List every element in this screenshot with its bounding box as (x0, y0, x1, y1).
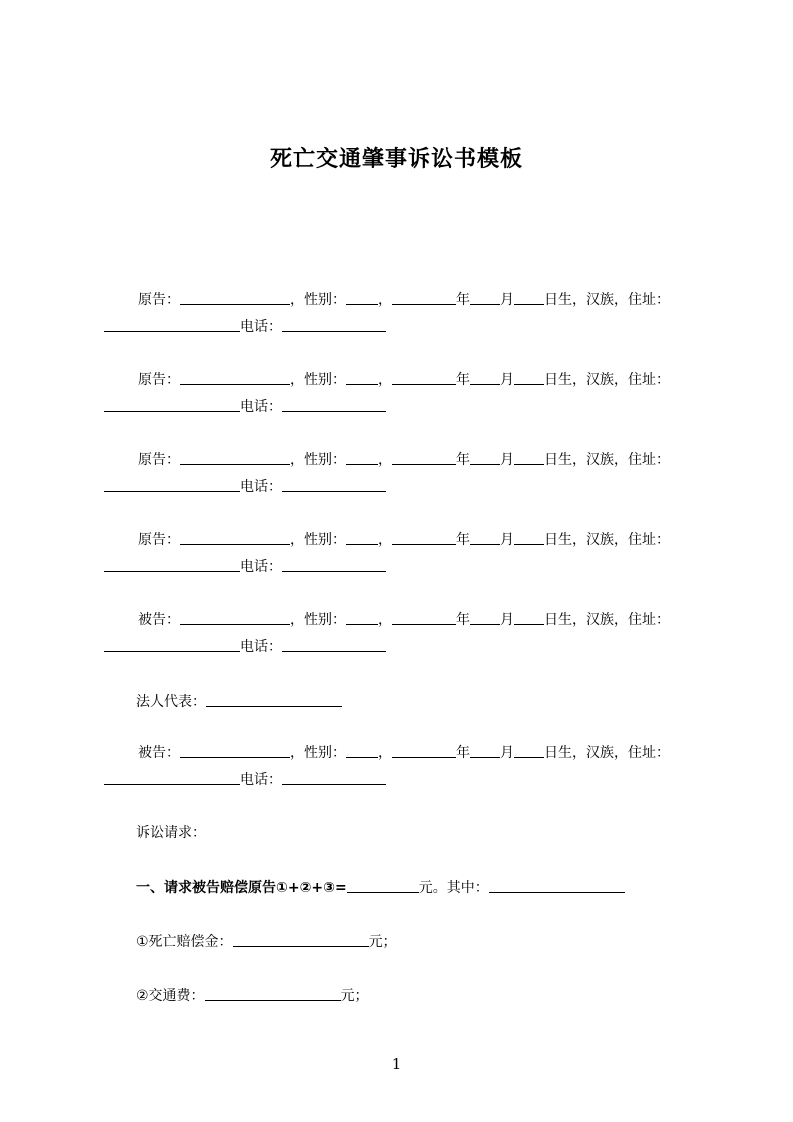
year-blank[interactable] (392, 742, 456, 758)
year-label: 年 (456, 452, 470, 468)
legal-rep-label: 法人代表： (136, 694, 206, 710)
year-label: 年 (456, 372, 470, 388)
party-line-1 (104, 527, 714, 554)
plaintiff-block-4 (104, 527, 714, 581)
transport-fee-blank[interactable] (205, 985, 341, 1001)
year-label: 年 (456, 532, 470, 548)
party-line-1 (104, 287, 714, 314)
birth-ethnicity-address-label: 日生，汉族，住址： (544, 532, 670, 548)
item-1-line (136, 931, 397, 952)
phone-blank[interactable] (282, 769, 386, 785)
year-label: 年 (456, 612, 470, 628)
gender-blank[interactable] (346, 289, 378, 305)
month-blank[interactable] (470, 529, 500, 545)
phone-blank[interactable] (282, 316, 386, 332)
phone-label: 电话： (240, 479, 282, 495)
comma: ， (378, 292, 392, 308)
year-blank[interactable] (392, 369, 456, 385)
month-label: 月 (500, 532, 514, 548)
gender-label: ，性别： (290, 612, 346, 628)
defendant-block-1 (104, 607, 714, 661)
party-line-2 (104, 314, 714, 341)
comma: ， (378, 372, 392, 388)
month-blank[interactable] (470, 609, 500, 625)
address-blank[interactable] (104, 769, 240, 785)
address-blank[interactable] (104, 556, 240, 572)
month-label: 月 (500, 372, 514, 388)
month-blank[interactable] (470, 742, 500, 758)
comma: ， (378, 452, 392, 468)
gender-label: ，性别： (290, 372, 346, 388)
birth-ethnicity-address-label: 日生，汉族，住址： (544, 745, 670, 761)
claim-1-suffix: 元。其中： (418, 880, 489, 896)
year-blank[interactable] (392, 529, 456, 545)
plaintiff-label: 原告： (138, 452, 180, 468)
gender-blank[interactable] (346, 609, 378, 625)
gender-blank[interactable] (346, 529, 378, 545)
claim-1-prefix: 一、请求被告赔偿原告①+②+③= (136, 880, 347, 896)
phone-label: 电话： (240, 639, 282, 655)
defendant-label: 被告： (138, 745, 180, 761)
comma: ， (378, 532, 392, 548)
yuan-label: 元； (340, 988, 369, 1004)
month-label: 月 (500, 612, 514, 628)
day-blank[interactable] (514, 742, 544, 758)
address-blank[interactable] (104, 476, 240, 492)
plaintiff-label: 原告： (138, 372, 180, 388)
gender-label: ，性别： (290, 452, 346, 468)
birth-ethnicity-address-label: 日生，汉族，住址： (544, 292, 670, 308)
party-line-2 (104, 767, 714, 794)
item-2-line (136, 985, 369, 1006)
phone-blank[interactable] (282, 476, 386, 492)
month-blank[interactable] (470, 369, 500, 385)
defendant-label: 被告： (138, 612, 180, 628)
party-line-2 (104, 554, 714, 581)
phone-label: 电话： (240, 319, 282, 335)
birth-ethnicity-address-label: 日生，汉族，住址： (544, 372, 670, 388)
year-blank[interactable] (392, 289, 456, 305)
party-line-2 (104, 634, 714, 661)
party-line-1 (104, 607, 714, 634)
party-line-1 (104, 367, 714, 394)
address-blank[interactable] (104, 316, 240, 332)
birth-ethnicity-address-label: 日生，汉族，住址： (544, 452, 670, 468)
item-1-label: ①死亡赔偿金： (136, 934, 233, 950)
gender-label: ，性别： (290, 532, 346, 548)
month-label: 月 (500, 745, 514, 761)
plaintiff-label: 原告： (138, 532, 180, 548)
day-blank[interactable] (514, 449, 544, 465)
month-label: 月 (500, 292, 514, 308)
party-line-2 (104, 394, 714, 421)
day-blank[interactable] (514, 369, 544, 385)
phone-label: 电话： (240, 559, 282, 575)
gender-blank[interactable] (346, 369, 378, 385)
plaintiff-label: 原告： (138, 292, 180, 308)
year-blank[interactable] (392, 449, 456, 465)
name-blank[interactable] (180, 529, 290, 545)
comma: ， (378, 745, 392, 761)
name-blank[interactable] (180, 289, 290, 305)
gender-blank[interactable] (346, 449, 378, 465)
address-blank[interactable] (104, 396, 240, 412)
address-blank[interactable] (104, 636, 240, 652)
name-blank[interactable] (180, 609, 290, 625)
day-blank[interactable] (514, 529, 544, 545)
gender-label: ，性别： (290, 745, 346, 761)
phone-blank[interactable] (282, 396, 386, 412)
year-label: 年 (456, 292, 470, 308)
day-blank[interactable] (514, 609, 544, 625)
claim-1-line (136, 877, 625, 898)
death-compensation-blank[interactable] (233, 931, 369, 947)
item-2-label: ②交通费： (136, 988, 205, 1004)
defendant-block-2 (104, 740, 714, 794)
phone-label: 电话： (240, 772, 282, 788)
name-blank[interactable] (180, 742, 290, 758)
plaintiff-block-2 (104, 367, 714, 421)
name-blank[interactable] (180, 369, 290, 385)
party-line-2 (104, 474, 714, 501)
month-label: 月 (500, 452, 514, 468)
yuan-label: 元； (368, 934, 397, 950)
gender-blank[interactable] (346, 742, 378, 758)
page-number: 1 (391, 1055, 402, 1073)
claim-total-blank[interactable] (347, 877, 419, 893)
plaintiff-block-3 (104, 447, 714, 501)
name-blank[interactable] (180, 449, 290, 465)
comma: ， (378, 612, 392, 628)
month-blank[interactable] (470, 289, 500, 305)
party-line-1 (104, 447, 714, 474)
birth-ethnicity-address-label: 日生，汉族，住址： (544, 612, 670, 628)
day-blank[interactable] (514, 289, 544, 305)
month-blank[interactable] (470, 449, 500, 465)
phone-blank[interactable] (282, 556, 386, 572)
party-line-1 (104, 740, 714, 767)
legal-rep-blank[interactable] (206, 691, 342, 707)
page-title: 死亡交通肇事诉讼书模板 (269, 147, 523, 172)
phone-blank[interactable] (282, 636, 386, 652)
claims-heading: 诉讼请求： (136, 825, 206, 841)
legal-rep-line (136, 691, 342, 712)
phone-label: 电话： (240, 399, 282, 415)
gender-label: ，性别： (290, 292, 346, 308)
year-label: 年 (456, 745, 470, 761)
plaintiff-block-1 (104, 287, 714, 341)
claim-detail-blank[interactable] (489, 877, 625, 893)
year-blank[interactable] (392, 609, 456, 625)
